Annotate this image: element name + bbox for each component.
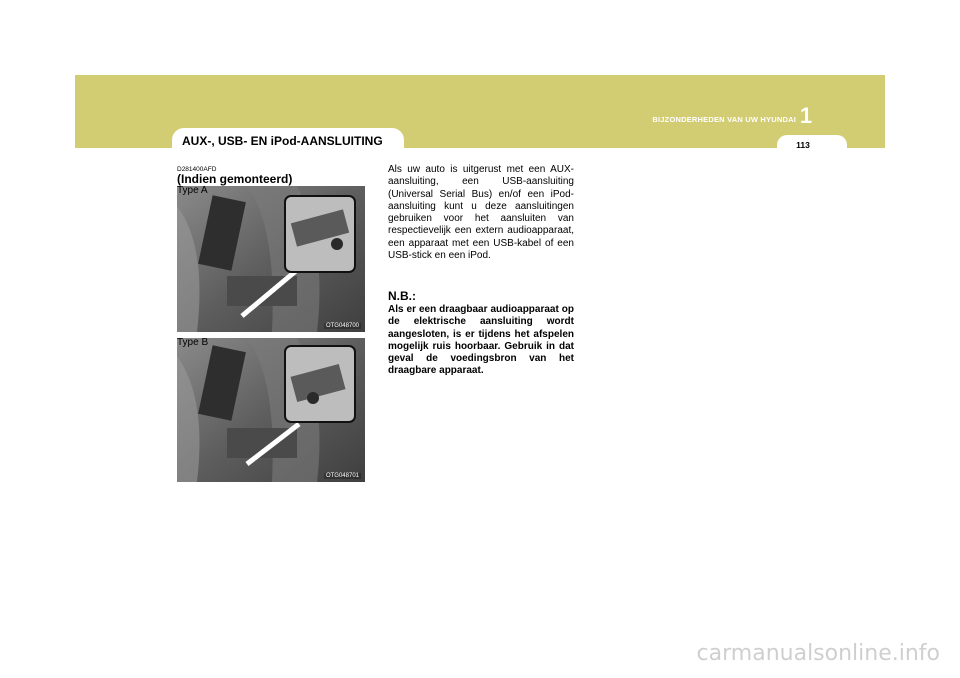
section-code: D281400AFD (177, 166, 217, 173)
type-a-label: Type A (177, 185, 208, 196)
figure-type-b-illustration (177, 338, 365, 482)
figure-type-a (177, 186, 365, 332)
type-b-label: Type B (177, 337, 209, 348)
chapter-number: 1 (799, 103, 813, 128)
figure-code-b: OTG048701 (325, 473, 359, 479)
figure-type-b (177, 338, 365, 482)
note-text: Als er een draagbaar audioapparaat op de elektrische aansluiting wordt aangesloten, is er tijdens het afspelen mogelijk ruis hoorbaar. Gebruik in dat geval de voedingsbron van het draagbare apparaat. (388, 304, 574, 377)
figure-code-a: OTG048700 (325, 323, 359, 329)
watermark: carmanualsonline.info (696, 641, 940, 666)
page-number: 113 (796, 140, 810, 150)
intro-paragraph: Als uw auto is uitgerust met een AUX-aansluiting, een USB-aansluiting (Universal Serial Bus) en/of een iPod-aansluiting kunt u deze aansluitingen gebruiken voor het aansluiten van respectievelijk een extern audioapparaat, een apparaat met een USB-kabel of een USB-stick en een iPod. (388, 164, 574, 262)
section-title: AUX-, USB- EN iPod-AANSLUITING (182, 134, 383, 148)
figure-type-a-illustration (177, 186, 365, 332)
note-heading: N.B.: (388, 289, 416, 303)
subheading: (Indien gemonteerd) (177, 172, 293, 186)
chapter-title: BIJZONDERHEDEN VAN UW HYUNDAI (652, 115, 796, 124)
